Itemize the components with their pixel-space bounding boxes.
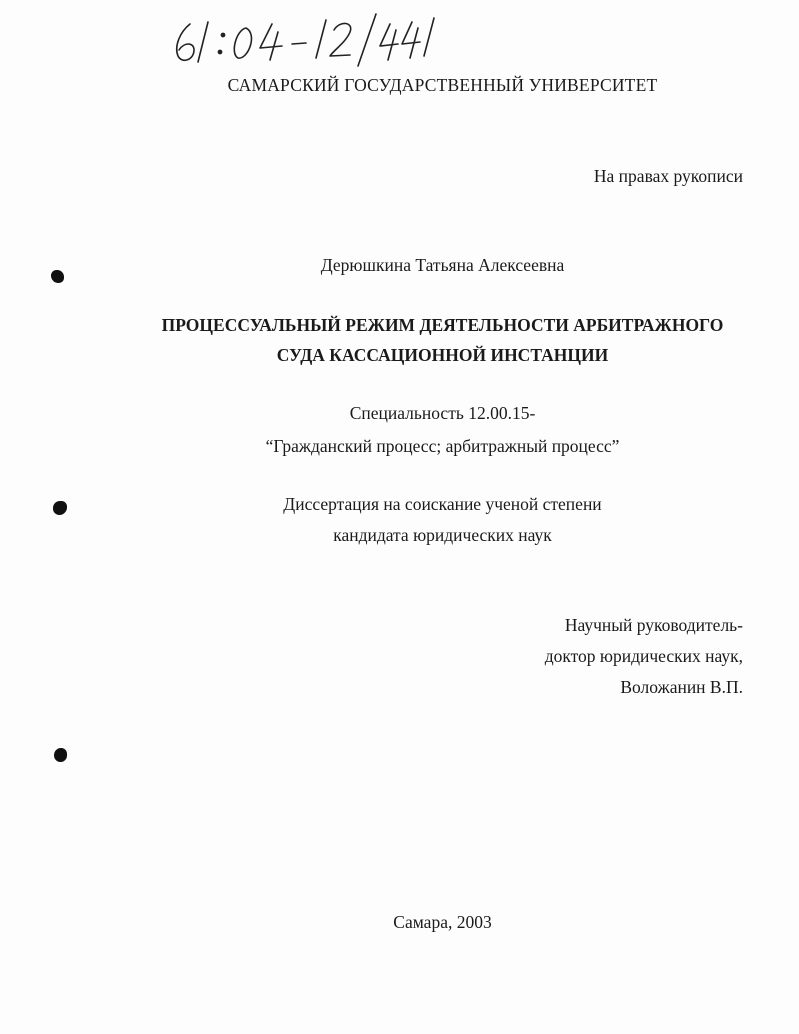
dissertation-title-line-1: ПРОЦЕССУАЛЬНЫЙ РЕЖИМ ДЕЯТЕЛЬНОСТИ АРБИТРАЖНОГО [161, 315, 724, 335]
rights-note: На правах рукописи [593, 166, 743, 186]
supervisor-name: Воложанин В.П. [620, 677, 743, 697]
university-name: САМАРСКИЙ ГОСУДАРСТВЕННЫЙ УНИВЕРСИТЕТ [227, 75, 658, 95]
specialty-name: “Гражданский процесс; арбитражный процесс” [265, 436, 620, 456]
author-name: Дерюшкина Татьяна Алексеевна [320, 255, 565, 275]
specialty-code: Специальность 12.00.15- [349, 403, 536, 423]
supervisor-role: Научный руководитель- [564, 615, 743, 635]
dissertation-title-line-2: СУДА КАССАЦИОННОЙ ИНСТАНЦИИ [276, 345, 609, 365]
handwritten-catalog-number [168, 10, 438, 70]
degree-statement-line-2: кандидата юридических наук [333, 525, 552, 545]
degree-statement-line-1: Диссертация на соискание ученой степени [283, 494, 602, 514]
city-year: Самара, 2003 [393, 912, 492, 932]
supervisor-degree: доктор юридических наук, [544, 646, 743, 666]
binding-hole-mark [54, 748, 67, 762]
handwritten-signature-graphic [168, 10, 438, 70]
